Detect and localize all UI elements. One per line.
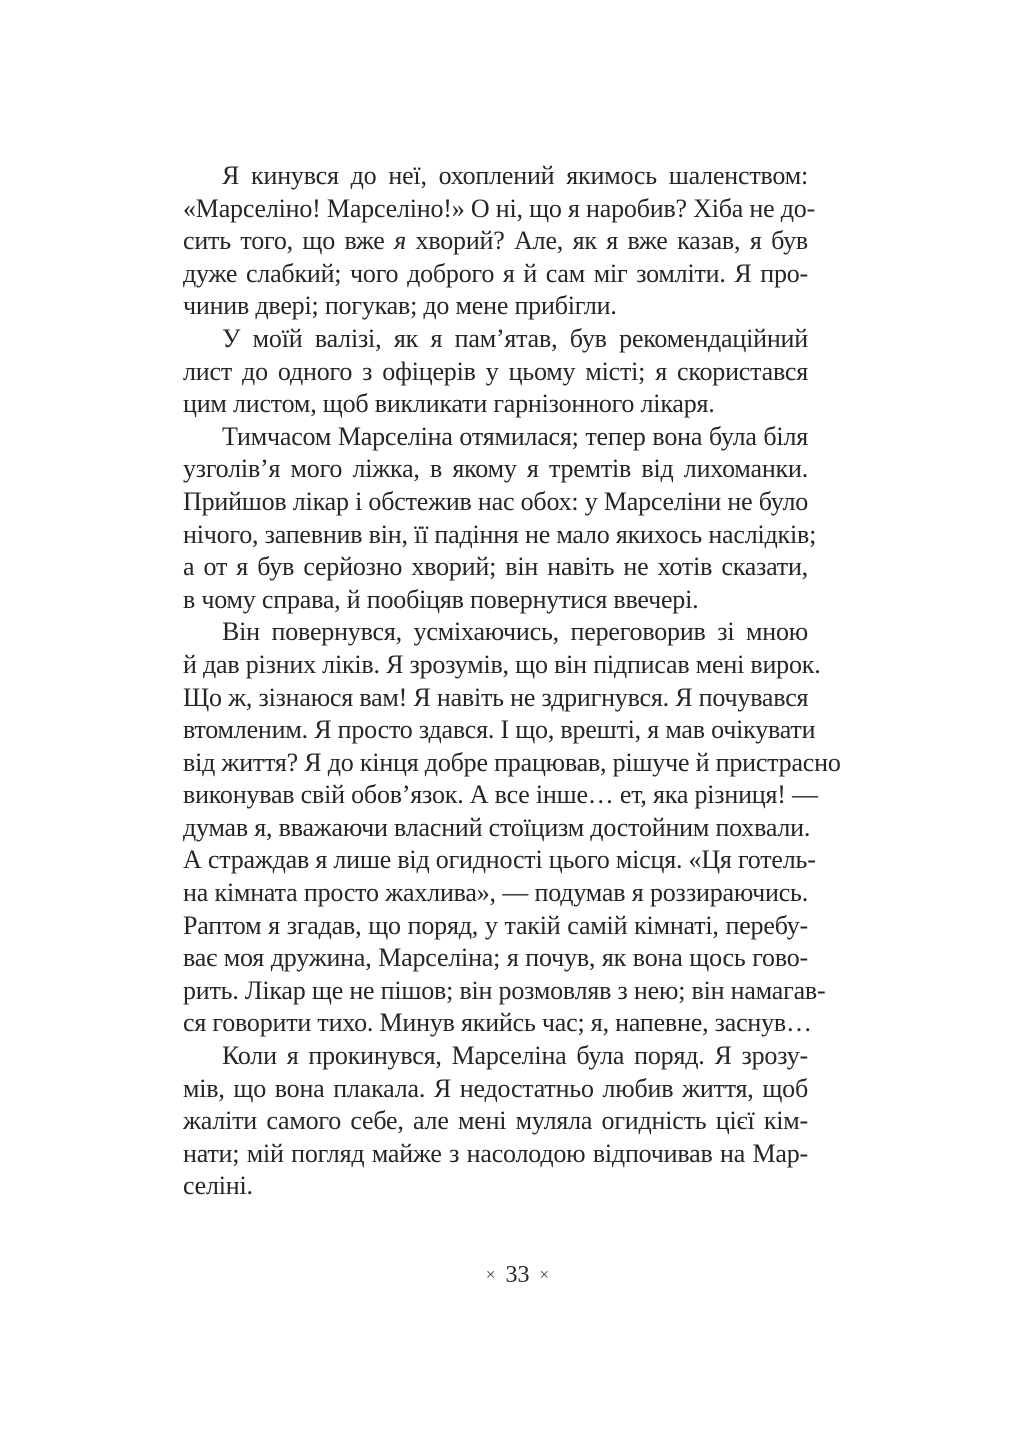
paragraph [183, 323, 808, 421]
text-line: А страждав я лише від огидності цього місця. «Ця готель- [183, 845, 816, 875]
text-line: й дав різних ліків. Я зрозумів, що він підписав мені вирок. [183, 649, 821, 679]
paragraph [183, 1040, 808, 1203]
body-text [183, 160, 841, 1203]
text-line: ся говорити тихо. Минув якийсь час; я, напевне, заснув… [183, 1008, 812, 1038]
text-line: селіні. [183, 1171, 253, 1201]
text-line: втомленим. Я просто здався. І що, врешті, я мав очікувати [183, 715, 816, 745]
text-line: Що ж, зізнаюся вам! Я навіть не здригнувся. Я почувався [183, 682, 809, 712]
text-line: рить. Лікар ще не пішов; він розмовляв з нею; він намагав- [183, 975, 826, 1005]
text-line [183, 225, 808, 258]
text-line: У моїй валізі, як я пам’ятав, був рекомендаційний [222, 323, 808, 353]
text-line: узголів’я мого ліжка, в якому я тремтів від лихоманки. [183, 454, 808, 484]
text-line: а от я був серйозно хворий; він навіть не хотів сказати, [183, 552, 808, 582]
text-line: Я кинувся до неї, охоплений якимось шаленством: [222, 161, 808, 190]
text-line: на кімната просто жахлива», — подумав я роззираючись. [183, 878, 808, 908]
text-line: дуже слабкий; чого доброго я й сам міг зомліти. Я про- [183, 258, 808, 288]
text-line: від життя? Я до кінця добре працював, рішуче й пристрасно [183, 747, 841, 777]
text-line: Тимчасом Марселіна отямилася; тепер вона була біля [222, 421, 808, 451]
folio-ornament-left: × [485, 1265, 496, 1284]
text-line: виконував свій обов’язок. А все інше… ет, яка різниця! — [183, 780, 818, 810]
page-number-footer [0, 1262, 1035, 1289]
text-line: думав я, вважаючи власний стоїцизм достойним похвали. [183, 812, 811, 842]
italic-emphasis: я [394, 226, 407, 256]
text-line: Прийшов лікар і обстежив нас обох: у Марселіни не було [183, 486, 809, 516]
text-line: «Марселіно! Марселіно!» О ні, що я наробив? Хіба не до- [183, 193, 816, 223]
text-line: цим листом, щоб викликати гарнізонного лікаря. [183, 389, 715, 419]
text-line: Він повернувся, усміхаючись, переговорив зі мною [222, 617, 808, 647]
text-segment: хворий? Але, як я вже казав, я був [406, 226, 808, 256]
paragraph [183, 421, 817, 617]
text-segment: сить того, що вже [183, 226, 395, 256]
text-line: чинив двері; погукав; до мене прибігли. [183, 291, 617, 321]
text-line: жаліти самого себе, але мені муляла огидність цієї кім- [183, 1106, 808, 1136]
folio-ornament-right: × [539, 1265, 550, 1284]
text-line: нати; мій погляд майже з насолодою відпочивав на Мар- [183, 1138, 808, 1168]
text-line: мів, що вона плакала. Я недостатньо любив життя, щоб [183, 1073, 808, 1103]
paragraph [183, 160, 816, 323]
text-line: Коли я прокинувся, Марселіна була поряд. Я зрозу- [222, 1041, 808, 1071]
text-line: Раптом я згадав, що поряд, у такій самій кімнаті, перебу- [183, 910, 808, 940]
paragraph [183, 616, 841, 1040]
text-line: лист до одного з офіцерів у цьому місті; я скористався [183, 356, 808, 386]
text-line: ває моя дружина, Марселіна; я почув, як вона щось гово- [183, 943, 808, 973]
text-line: нічого, запевнив він, її падіння не мало якихось наслідків; [183, 519, 817, 549]
text-line: в чому справа, й пообіцяв повернутися ввечері. [183, 584, 699, 614]
page-number: 33 [505, 1262, 530, 1288]
